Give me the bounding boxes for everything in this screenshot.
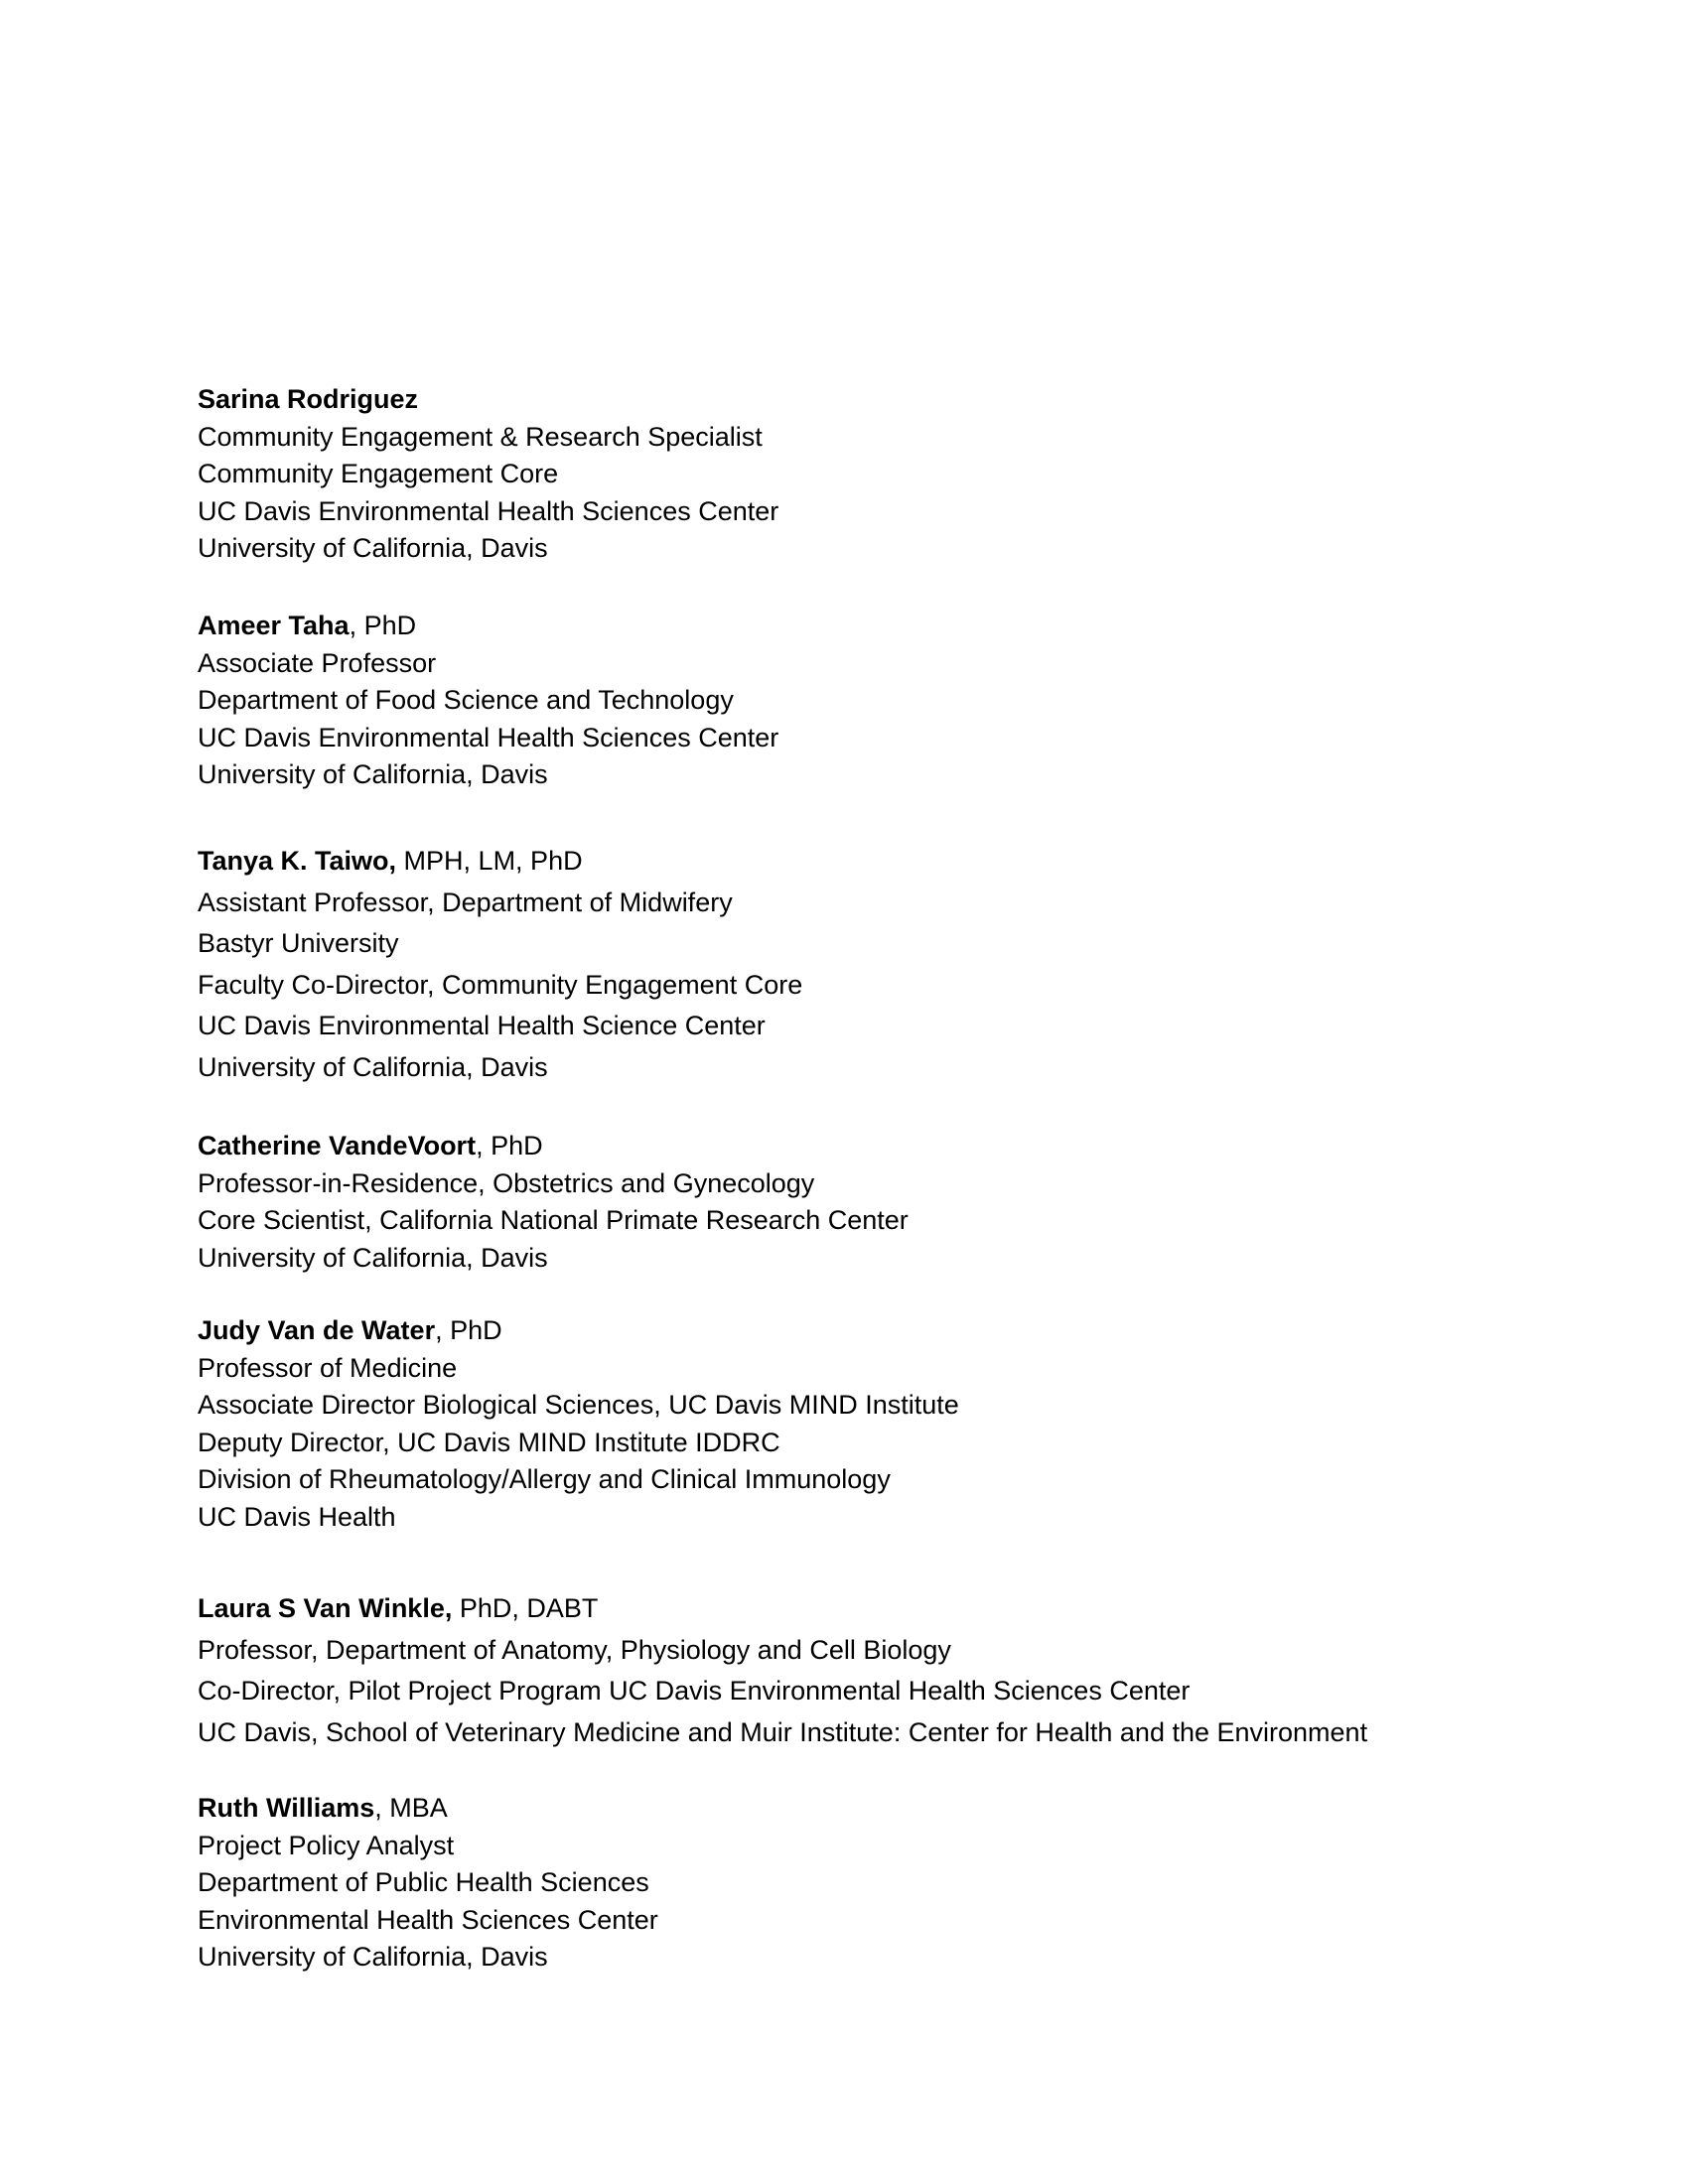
entry-name-line — [198, 1312, 959, 1350]
affiliation-line: UC Davis Health — [198, 1501, 396, 1532]
person-credentials: MPH, LM, PhD — [396, 846, 583, 876]
person-credentials: , PhD — [349, 611, 417, 640]
entry-catherine-vandevoort — [198, 1128, 909, 1277]
entry-name-line — [198, 381, 778, 419]
person-credentials: , PhD — [435, 1315, 502, 1345]
affiliation-line: Environmental Health Sciences Center — [198, 1904, 658, 1935]
person-name: Sarina Rodriguez — [198, 384, 419, 414]
affiliation-line: Deputy Director, UC Davis MIND Institute IDDRC — [198, 1427, 780, 1457]
entry-ruth-williams — [198, 1790, 658, 1977]
affiliation-line: Community Engagement & Research Specialist — [198, 421, 763, 452]
person-credentials: , PhD — [476, 1131, 543, 1160]
person-name: Tanya K. Taiwo, — [198, 846, 397, 876]
affiliation-line: University of California, Davis — [198, 1051, 548, 1082]
affiliation-line: UC Davis Environmental Health Sciences Center — [198, 722, 779, 752]
affiliation-line: Assistant Professor, Department of Midwifery — [198, 887, 733, 917]
entry-laura-van-winkle — [198, 1588, 1367, 1753]
affiliation-line: Department of Public Health Sciences — [198, 1867, 649, 1897]
affiliation-line: University of California, Davis — [198, 1942, 548, 1972]
entry-name-line — [198, 608, 778, 645]
person-credentials: PhD, DABT — [452, 1593, 599, 1623]
person-name: Catherine VandeVoort — [198, 1131, 477, 1160]
affiliation-line: Bastyr University — [198, 928, 399, 958]
affiliation-line: Professor-in-Residence, Obstetrics and Gynecology — [198, 1167, 815, 1198]
affiliation-line: University of California, Davis — [198, 533, 548, 563]
entry-ameer-taha — [198, 608, 778, 794]
affiliation-line: Professor of Medicine — [198, 1352, 458, 1383]
affiliation-line: Department of Food Science and Technology — [198, 685, 734, 715]
entry-name-line — [198, 1588, 1367, 1630]
affiliation-line: UC Davis Environmental Health Science Center — [198, 1011, 766, 1040]
person-name: Laura S Van Winkle, — [198, 1593, 453, 1623]
affiliation-line: Community Engagement Core — [198, 459, 559, 488]
entry-name-line — [198, 1790, 658, 1828]
person-name: Ameer Taha — [198, 611, 350, 640]
entry-sarina-rodriguez — [198, 381, 778, 568]
affiliation-line: Associate Professor — [198, 647, 437, 678]
entry-name-line — [198, 841, 802, 883]
person-name: Ruth Williams — [198, 1793, 375, 1823]
affiliation-line: Faculty Co-Director, Community Engagement Core — [198, 969, 803, 1000]
affiliation-line: Co-Director, Pilot Project Program UC Davis Environmental Health Sciences Center — [198, 1676, 1191, 1706]
affiliation-line: Project Policy Analyst — [198, 1830, 455, 1860]
affiliation-line: Associate Director Biological Sciences, UC Davis MIND Institute — [198, 1390, 959, 1420]
entry-name-line — [198, 1128, 909, 1165]
entry-judy-van-de-water — [198, 1312, 959, 1536]
affiliation-line: University of California, Davis — [198, 759, 548, 789]
affiliation-line: Division of Rheumatology/Allergy and Clinical Immunology — [198, 1464, 891, 1494]
affiliation-line: UC Davis Environmental Health Sciences Center — [198, 495, 779, 526]
affiliation-line: University of California, Davis — [198, 1242, 548, 1273]
affiliation-line: UC Davis, School of Veterinary Medicine and Muir Institute: Center for Health and the Environment — [198, 1716, 1368, 1747]
person-credentials: , MBA — [374, 1793, 448, 1823]
affiliation-line: Professor, Department of Anatomy, Physiology and Cell Biology — [198, 1634, 951, 1665]
entry-tanya-taiwo — [198, 841, 802, 1088]
person-name: Judy Van de Water — [198, 1315, 436, 1345]
affiliation-line: Core Scientist, California National Primate Research Center — [198, 1205, 909, 1235]
